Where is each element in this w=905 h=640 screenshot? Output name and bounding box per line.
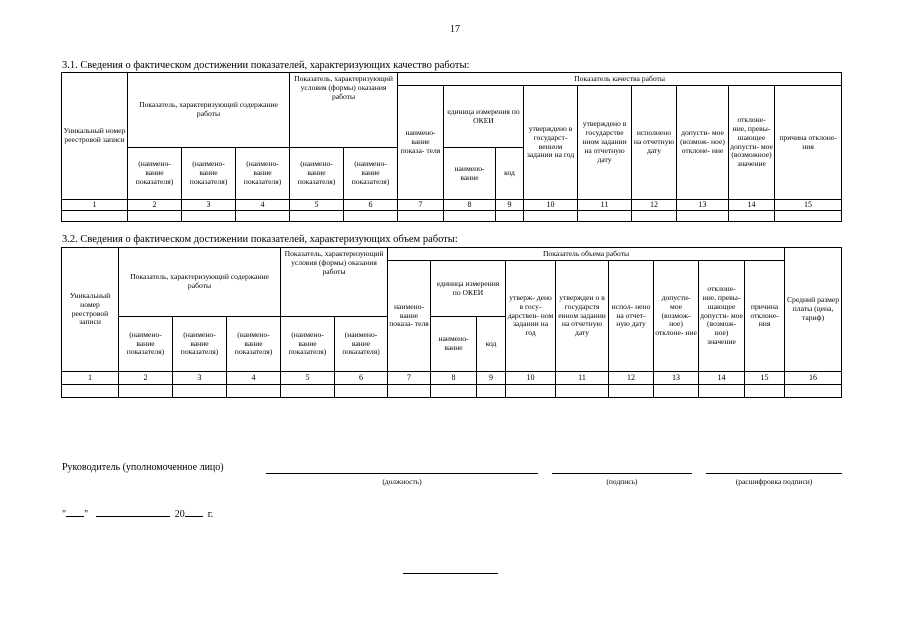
subindicator-name-header: (наимено- вание показателя) (335, 317, 388, 372)
day-field[interactable] (66, 507, 84, 517)
data-cell[interactable] (506, 385, 556, 398)
column-number: 1 (62, 372, 119, 385)
column-number: 11 (578, 200, 632, 211)
okei-unit-header: единица измерения по ОКЕИ (431, 261, 506, 317)
volume-table (61, 247, 842, 398)
data-cell[interactable] (236, 211, 290, 222)
signature-label: Руководитель (уполномоченное лицо) (62, 462, 224, 473)
column-number: 7 (388, 372, 431, 385)
column-number: 3 (182, 200, 236, 211)
subindicator-name-header: (наимено- вание показателя) (119, 317, 173, 372)
column-number: 12 (609, 372, 654, 385)
data-cell[interactable] (62, 211, 128, 222)
section2-title: 3.2. Сведения о фактическом достижении показателей, характеризующих объем работы: (62, 234, 458, 245)
data-cell[interactable] (290, 211, 344, 222)
approved-date-header: утверждено в государстве нном задании на отчетную дату (578, 86, 632, 200)
column-number: 4 (227, 372, 281, 385)
section1-title: 3.1. Сведения о фактическом достижении показателей, характеризующих качество работы: (62, 60, 470, 71)
deviation-reason-header: причина отклоне- ния (745, 261, 785, 372)
data-cell[interactable] (745, 385, 785, 398)
indicator-name-header: наимено- вание показа- теля (398, 86, 444, 200)
year-suffix: г. (207, 509, 214, 520)
unit-name-header: наимено- вание (431, 317, 477, 372)
conditions-indicator-header: Показатель, характеризующий условия (формы) оказания работы (281, 248, 388, 317)
data-cell[interactable] (281, 385, 335, 398)
allowed-deviation-header: допусти- мое (возмож- ное) отклоне- ние (654, 261, 699, 372)
conditions-indicator-header: Показатель, характеризующий условия (формы) оказания работы (290, 73, 398, 148)
excess-deviation-header: отклоне- ние, превы- шающее допусти- мое (возмож- ное) значение (699, 261, 745, 372)
data-cell[interactable] (444, 211, 496, 222)
footer-divider (403, 573, 498, 574)
table-row (62, 211, 842, 222)
data-cell[interactable] (632, 211, 677, 222)
column-number: 10 (524, 200, 578, 211)
quality-table (61, 72, 842, 222)
allowed-deviation-header: допусти- мое (возмож- ное) отклоне- ние (677, 86, 729, 200)
unit-name-header: наимено- вание (444, 148, 496, 200)
data-cell[interactable] (524, 211, 578, 222)
data-cell[interactable] (609, 385, 654, 398)
executed-header: испол- нено на отчет-ную дату (609, 261, 654, 372)
executed-header: исполнено на отчетную дату (632, 86, 677, 200)
column-number: 2 (119, 372, 173, 385)
year-prefix: 20 (174, 509, 185, 520)
column-number: 9 (477, 372, 506, 385)
data-cell[interactable] (477, 385, 506, 398)
column-number: 13 (677, 200, 729, 211)
data-cell[interactable] (182, 211, 236, 222)
column-number: 3 (173, 372, 227, 385)
deviation-reason-header: причина отклоне- ния (775, 86, 842, 200)
column-number: 6 (335, 372, 388, 385)
column-number: 14 (699, 372, 745, 385)
subindicator-name-header: (наимено- вание показателя) (290, 148, 344, 200)
data-cell[interactable] (388, 385, 431, 398)
indicator-name-header: наимено- вание показа- теля (388, 261, 431, 372)
position-line[interactable] (266, 473, 538, 474)
okei-unit-header: единица измерения по ОКЕИ (444, 86, 524, 148)
subindicator-name-header: (наимено- вание показателя) (227, 317, 281, 372)
column-number: 8 (431, 372, 477, 385)
data-cell[interactable] (119, 385, 173, 398)
data-cell[interactable] (775, 211, 842, 222)
name-decode-caption: (расшифровка подписи) (735, 477, 813, 486)
open-quote: " (62, 509, 67, 520)
column-number: 11 (556, 372, 609, 385)
approved-year-header: утверждено в государст- венном задании на год (524, 86, 578, 200)
content-indicator-header: Показатель, характеризующий содержание работы (128, 73, 290, 148)
approved-year-header: утверж- дено в госу- дарствен- ном задании на год (506, 261, 556, 372)
volume-indicator-group-header: Показатель объема работы (388, 248, 785, 261)
close-quote: " (84, 509, 89, 520)
column-number: 5 (281, 372, 335, 385)
signature-caption: (подпись) (606, 477, 638, 486)
data-cell[interactable] (173, 385, 227, 398)
column-number: 14 (729, 200, 775, 211)
column-number: 7 (398, 200, 444, 211)
data-cell[interactable] (431, 385, 477, 398)
column-number: 4 (236, 200, 290, 211)
position-caption: (должность) (382, 477, 422, 486)
table-row (62, 385, 842, 398)
data-cell[interactable] (344, 211, 398, 222)
column-number: 16 (785, 372, 842, 385)
data-cell[interactable] (654, 385, 699, 398)
data-cell[interactable] (699, 385, 745, 398)
column-number: 10 (506, 372, 556, 385)
column-number: 12 (632, 200, 677, 211)
column-number: 13 (654, 372, 699, 385)
column-number: 6 (344, 200, 398, 211)
month-field[interactable] (96, 507, 170, 517)
data-cell[interactable] (677, 211, 729, 222)
data-cell[interactable] (398, 211, 444, 222)
column-number: 8 (444, 200, 496, 211)
data-cell[interactable] (128, 211, 182, 222)
average-pay-header: Средний размер платы (цена, тариф) (785, 248, 842, 372)
unit-code-header: код (496, 148, 524, 200)
page-number: 17 (450, 24, 460, 35)
column-number: 15 (775, 200, 842, 211)
data-cell[interactable] (227, 385, 281, 398)
subindicator-name-header: (наимено- вание показателя) (236, 148, 290, 200)
subindicator-name-header: (наимено- вание показателя) (173, 317, 227, 372)
subindicator-name-header: (наимено- вание показателя) (344, 148, 398, 200)
name-decode-line[interactable] (706, 473, 842, 474)
subindicator-name-header: (наимено- вание показателя) (128, 148, 182, 200)
data-cell[interactable] (729, 211, 775, 222)
unique-number-header: Уникальный номер реестровой записи (62, 248, 119, 372)
year-field[interactable] (185, 507, 203, 517)
column-number: 5 (290, 200, 344, 211)
subindicator-name-header: (наимено- вание показателя) (281, 317, 335, 372)
data-cell[interactable] (578, 211, 632, 222)
column-number: 1 (62, 200, 128, 211)
column-number: 15 (745, 372, 785, 385)
data-cell[interactable] (556, 385, 609, 398)
approved-date-header: утвержден о в государстя енном задании на отчетную дату (556, 261, 609, 372)
content-indicator-header: Показатель, характеризующий содержание работы (119, 248, 281, 317)
date-line (62, 507, 213, 520)
unit-code-header: код (477, 317, 506, 372)
data-cell[interactable] (785, 385, 842, 398)
unique-number-header: Уникальный номер реестровой записи (62, 73, 128, 200)
excess-deviation-header: отклоне- ние, превы- шающее допусти- мое (возможное) значение (729, 86, 775, 200)
data-cell[interactable] (62, 385, 119, 398)
subindicator-name-header: (наимено- вание показателя) (182, 148, 236, 200)
data-cell[interactable] (335, 385, 388, 398)
column-number: 2 (128, 200, 182, 211)
signature-line[interactable] (552, 473, 692, 474)
data-cell[interactable] (496, 211, 524, 222)
quality-indicator-group-header: Показатель качества работы (398, 73, 842, 86)
column-number: 9 (496, 200, 524, 211)
